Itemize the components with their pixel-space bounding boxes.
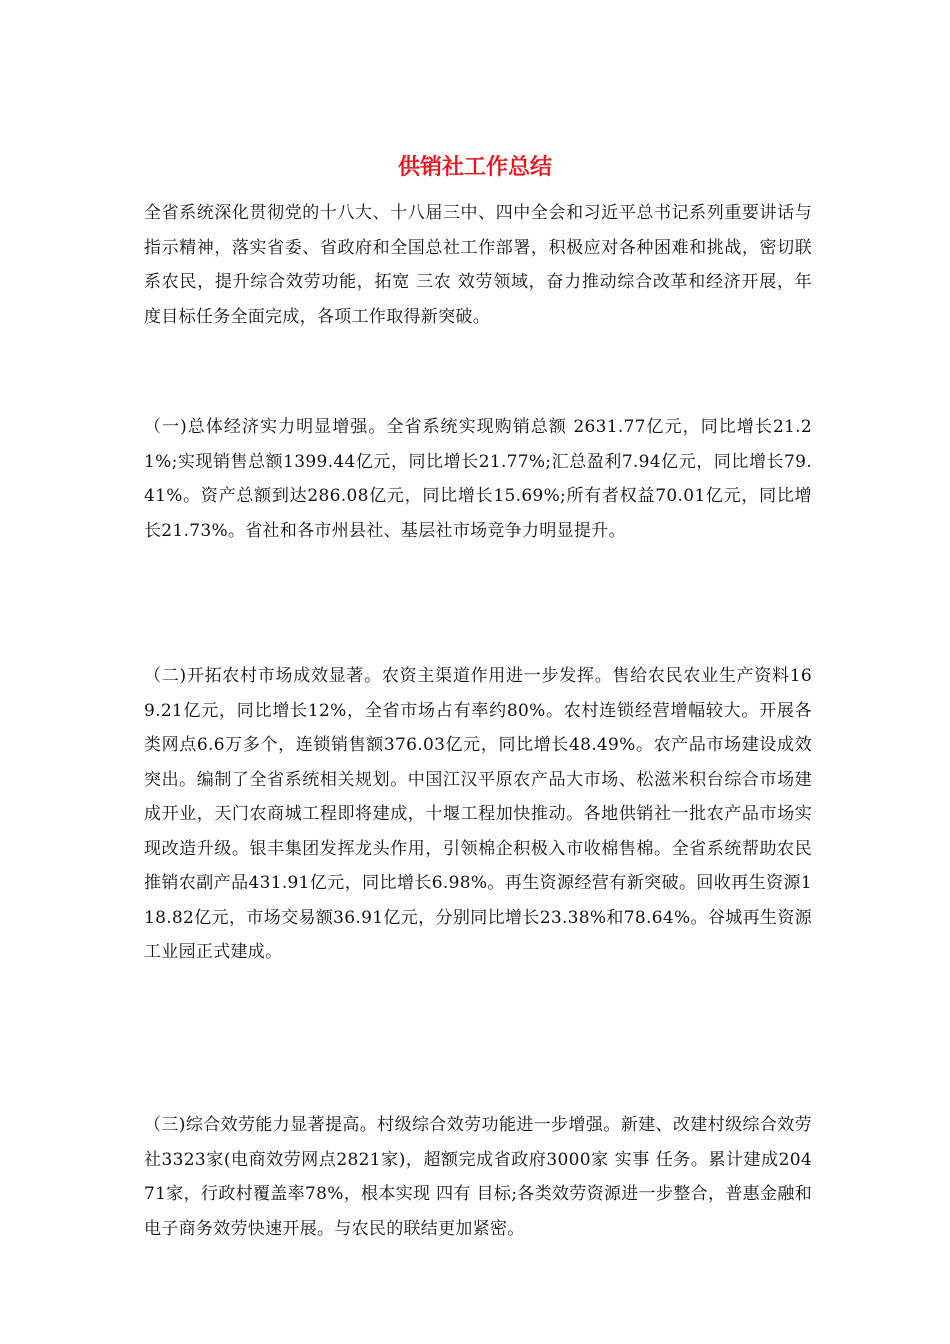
paragraph-section-2: （二)开拓农村市场成效显著。农资主渠道作用进一步发挥。售给农民农业生产资料169.21亿元，同比增长12%，全省市场占有率约80%。农村连锁经营增幅较大。开展各类网点6.6万多个，连锁销售额376.03亿元，同比增长48.49%。农产品市场建设成效突出。编制了全省系统相关规划。中国江汉平原农产品大市场、松滋米积台综合市场建成开业，天门农商城工程即将建成，十堰工程加快推动。各地供销社一批农产品市场实现改造升级。银丰集团发挥龙头作用，引领棉企积极入市收棉售棉。全省系统帮助农民推销农副产品431.91亿元，同比增长6.98%。再生资源经营有新突破。回收再生资源118.82亿元，市场交易额36.91亿元，分别同比增长23.38%和78.64%。谷城再生资源工业园正式建成。 [144,666,812,962]
paragraph-section-1: （一)总体经济实力明显增强。全省系统实现购销总额 2631.77亿元，同比增长21.21%;实现销售总额1399.44亿元，同比增长21.77%;汇总盈利7.94亿元，同比增长79.41%。资产总额到达286.08亿元，同比增长15.69%;所有者权益70.01亿元，同比增长21.73%。省社和各市州县社、基层社市场竞争力明显提升。 [144,417,812,541]
paragraph-intro: 全省系统深化贯彻党的十八大、十八届三中、四中全会和习近平总书记系列重要讲话与指示精神，落实省委、省政府和全国总社工作部署，积极应对各种困难和挑战，密切联系农民，提升综合效劳功能，拓宽 三农 效劳领域，奋力推动综合改革和经济开展，年度目标任务全面完成，各项工作取得新突破。 [144,203,812,327]
document-title: 供销社工作总结 [397,155,552,180]
paragraph-section-3: （三)综合效劳能力显著提高。村级综合效劳功能进一步增强。新建、改建村级综合效劳社3323家(电商效劳网点2821家)，超额完成省政府3000家 实事 任务。累计建成20471家，行政村覆盖率78%，根本实现 四有 目标;各类效劳资源进一步整合，普惠金融和电子商务效劳快速开展。与农民的联结更加紧密。 [144,1115,812,1239]
